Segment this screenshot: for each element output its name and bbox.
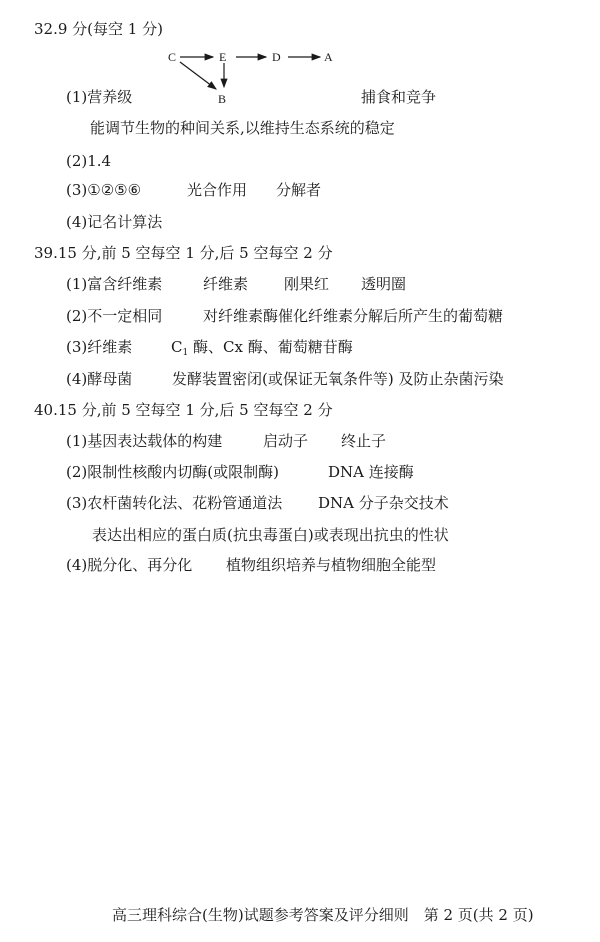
q39-line4-label: (4)酵母菌	[66, 370, 133, 388]
q39-line1-label: (1)富含纤维素	[66, 275, 163, 293]
q40-line2-a: DNA 连接酶	[328, 463, 414, 481]
node-b: B	[218, 92, 227, 106]
q39-line3-label: (3)纤维素	[66, 338, 133, 356]
q32-header: 32.9 分(每空 1 分)	[34, 20, 163, 38]
node-a: A	[324, 50, 333, 64]
q32-line3-label: (3)①②⑤⑥	[66, 181, 142, 199]
q40-line1-a: 启动子	[263, 432, 309, 450]
q32-line3-a: 光合作用	[187, 181, 248, 199]
q39-line2-label: (2)不一定相同	[66, 307, 163, 325]
q32-line1-answer: 捕食和竞争	[361, 88, 437, 106]
q40-header: 40.15 分,前 5 空每空 1 分,后 5 空每空 2 分	[34, 401, 333, 419]
q39-header: 39.15 分,前 5 空每空 1 分,后 5 空每空 2 分	[34, 244, 333, 262]
q40-line1-b: 终止子	[341, 432, 387, 450]
q32-line1b: 能调节生物的种间关系,以维持生态系统的稳定	[90, 119, 395, 137]
q39-line2-a: 对纤维素酶催化纤维素分解后所产生的葡萄糖	[203, 307, 504, 325]
enzymes-text: 酶、Cx 酶、葡萄糖苷酶	[188, 338, 353, 356]
q40-line3-label: (3)农杆菌转化法、花粉管通道法	[66, 494, 283, 512]
q40-line3b: 表达出相应的蛋白质(抗虫毒蛋白)或表现出抗虫的性状	[92, 526, 449, 544]
q39-line1-a: 纤维素	[203, 275, 249, 293]
q39-line3-answer	[171, 337, 353, 363]
q39-line1-c: 透明圈	[361, 275, 407, 293]
c1-subscript: 1	[182, 348, 189, 358]
q40-line2-label: (2)限制性核酸内切酶(或限制酶)	[66, 463, 279, 481]
q32-line2: (2)1.4	[66, 152, 112, 170]
q40-line4-a: 植物组织培养与植物细胞全能型	[226, 556, 437, 574]
q32-line1-label: (1)营养级	[66, 88, 133, 106]
q40-line1-label: (1)基因表达载体的构建	[66, 432, 223, 450]
node-d: D	[272, 50, 281, 64]
c1-letter: C	[171, 338, 183, 356]
q32-line3-b: 分解者	[276, 181, 322, 199]
node-e: E	[219, 50, 227, 64]
q32-line4: (4)记名计算法	[66, 213, 163, 231]
q40-line3-a: DNA 分子杂交技术	[318, 494, 449, 512]
q39-line4-a: 发酵装置密闭(或保证无氧条件等) 及防止杂菌污染	[172, 370, 504, 388]
q40-line4-label: (4)脱分化、再分化	[66, 556, 193, 574]
food-web-diagram	[160, 42, 360, 112]
q39-line1-b: 刚果红	[284, 275, 330, 293]
page-footer: 高三理科综合(生物)试题参考答案及评分细则 第 2 页(共 2 页)	[112, 906, 534, 924]
arrow-c-b	[180, 62, 216, 89]
node-c: C	[168, 50, 177, 64]
